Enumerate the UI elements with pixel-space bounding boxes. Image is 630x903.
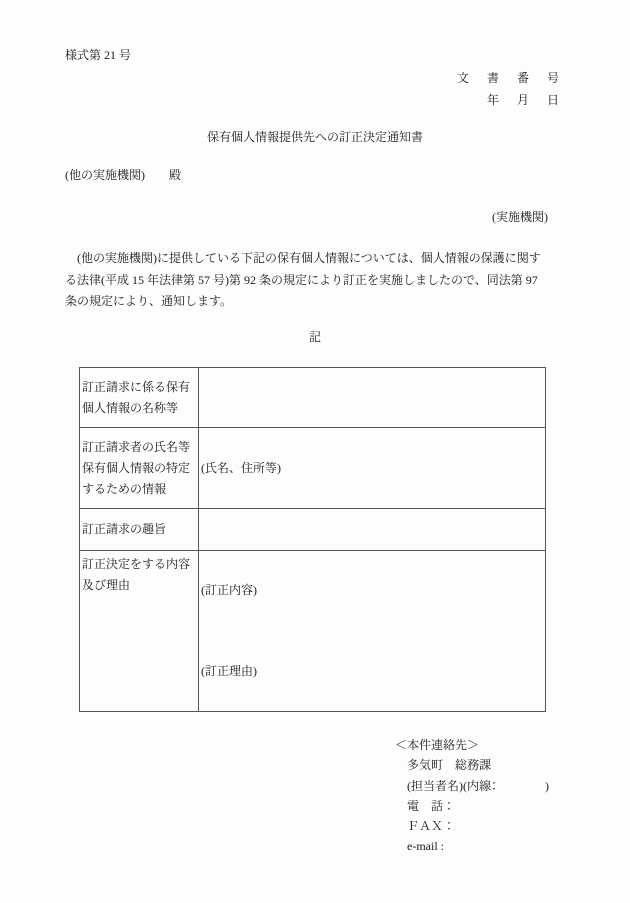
body-paragraph <box>65 248 565 313</box>
contact-heading: ＜本件連絡先＞ <box>395 738 480 752</box>
document-title: 保有個人情報提供先への訂正決定通知書 <box>206 130 423 144</box>
row-label: 訂正請求者の氏名等保有個人情報の特定するための情報 <box>80 428 199 509</box>
ki-marker: 記 <box>308 330 321 344</box>
body-paragraph-line: る法律(平成 15 年法律第 57 号)第 92 条の規定により訂正を実施しましたので、同法第 97 <box>65 272 538 287</box>
contact-line-department: 多気町 総務課 <box>407 758 492 773</box>
contact-line-email: e-mail : <box>407 839 444 854</box>
table-row <box>80 509 546 551</box>
correction-content-caption: (訂正内容) <box>201 583 257 597</box>
row-value <box>199 368 546 428</box>
table-row <box>80 428 546 509</box>
sender-agency: (実施機関) <box>492 210 548 224</box>
date-label: 年 月 日 <box>486 93 562 107</box>
table-row <box>80 368 546 428</box>
contact-line-fax: ＦＡＸ： <box>407 819 456 834</box>
row-label: 訂正決定をする内容及び理由 <box>80 551 199 712</box>
contact-line-phone: 電 話： <box>407 798 456 813</box>
correction-reason-caption: (訂正理由) <box>201 664 257 678</box>
document-number-label: 文 書 番 号 <box>456 71 562 85</box>
contact-block <box>395 735 549 857</box>
row-value <box>199 551 546 712</box>
row-label: 訂正請求に係る保有個人情報の名称等 <box>80 368 199 428</box>
contact-line-person: (担当者名)(内線： ) <box>407 778 549 793</box>
correction-table <box>79 367 546 712</box>
addressee: (他の実施機関) 殿 <box>65 168 181 182</box>
contact-lines <box>407 755 549 856</box>
row-value <box>199 509 546 551</box>
document-number-block <box>457 67 562 111</box>
row-value: (氏名、住所等) <box>199 428 546 509</box>
table-row <box>80 551 546 712</box>
body-paragraph-line: (他の実施機関)に提供している下記の保有個人情報については、個人情報の保護に関す <box>65 251 541 265</box>
row-label: 訂正請求の趣旨 <box>80 509 199 551</box>
body-paragraph-line: 条の規定により、通知します。 <box>65 294 233 308</box>
form-number: 様式第 21 号 <box>65 48 132 62</box>
